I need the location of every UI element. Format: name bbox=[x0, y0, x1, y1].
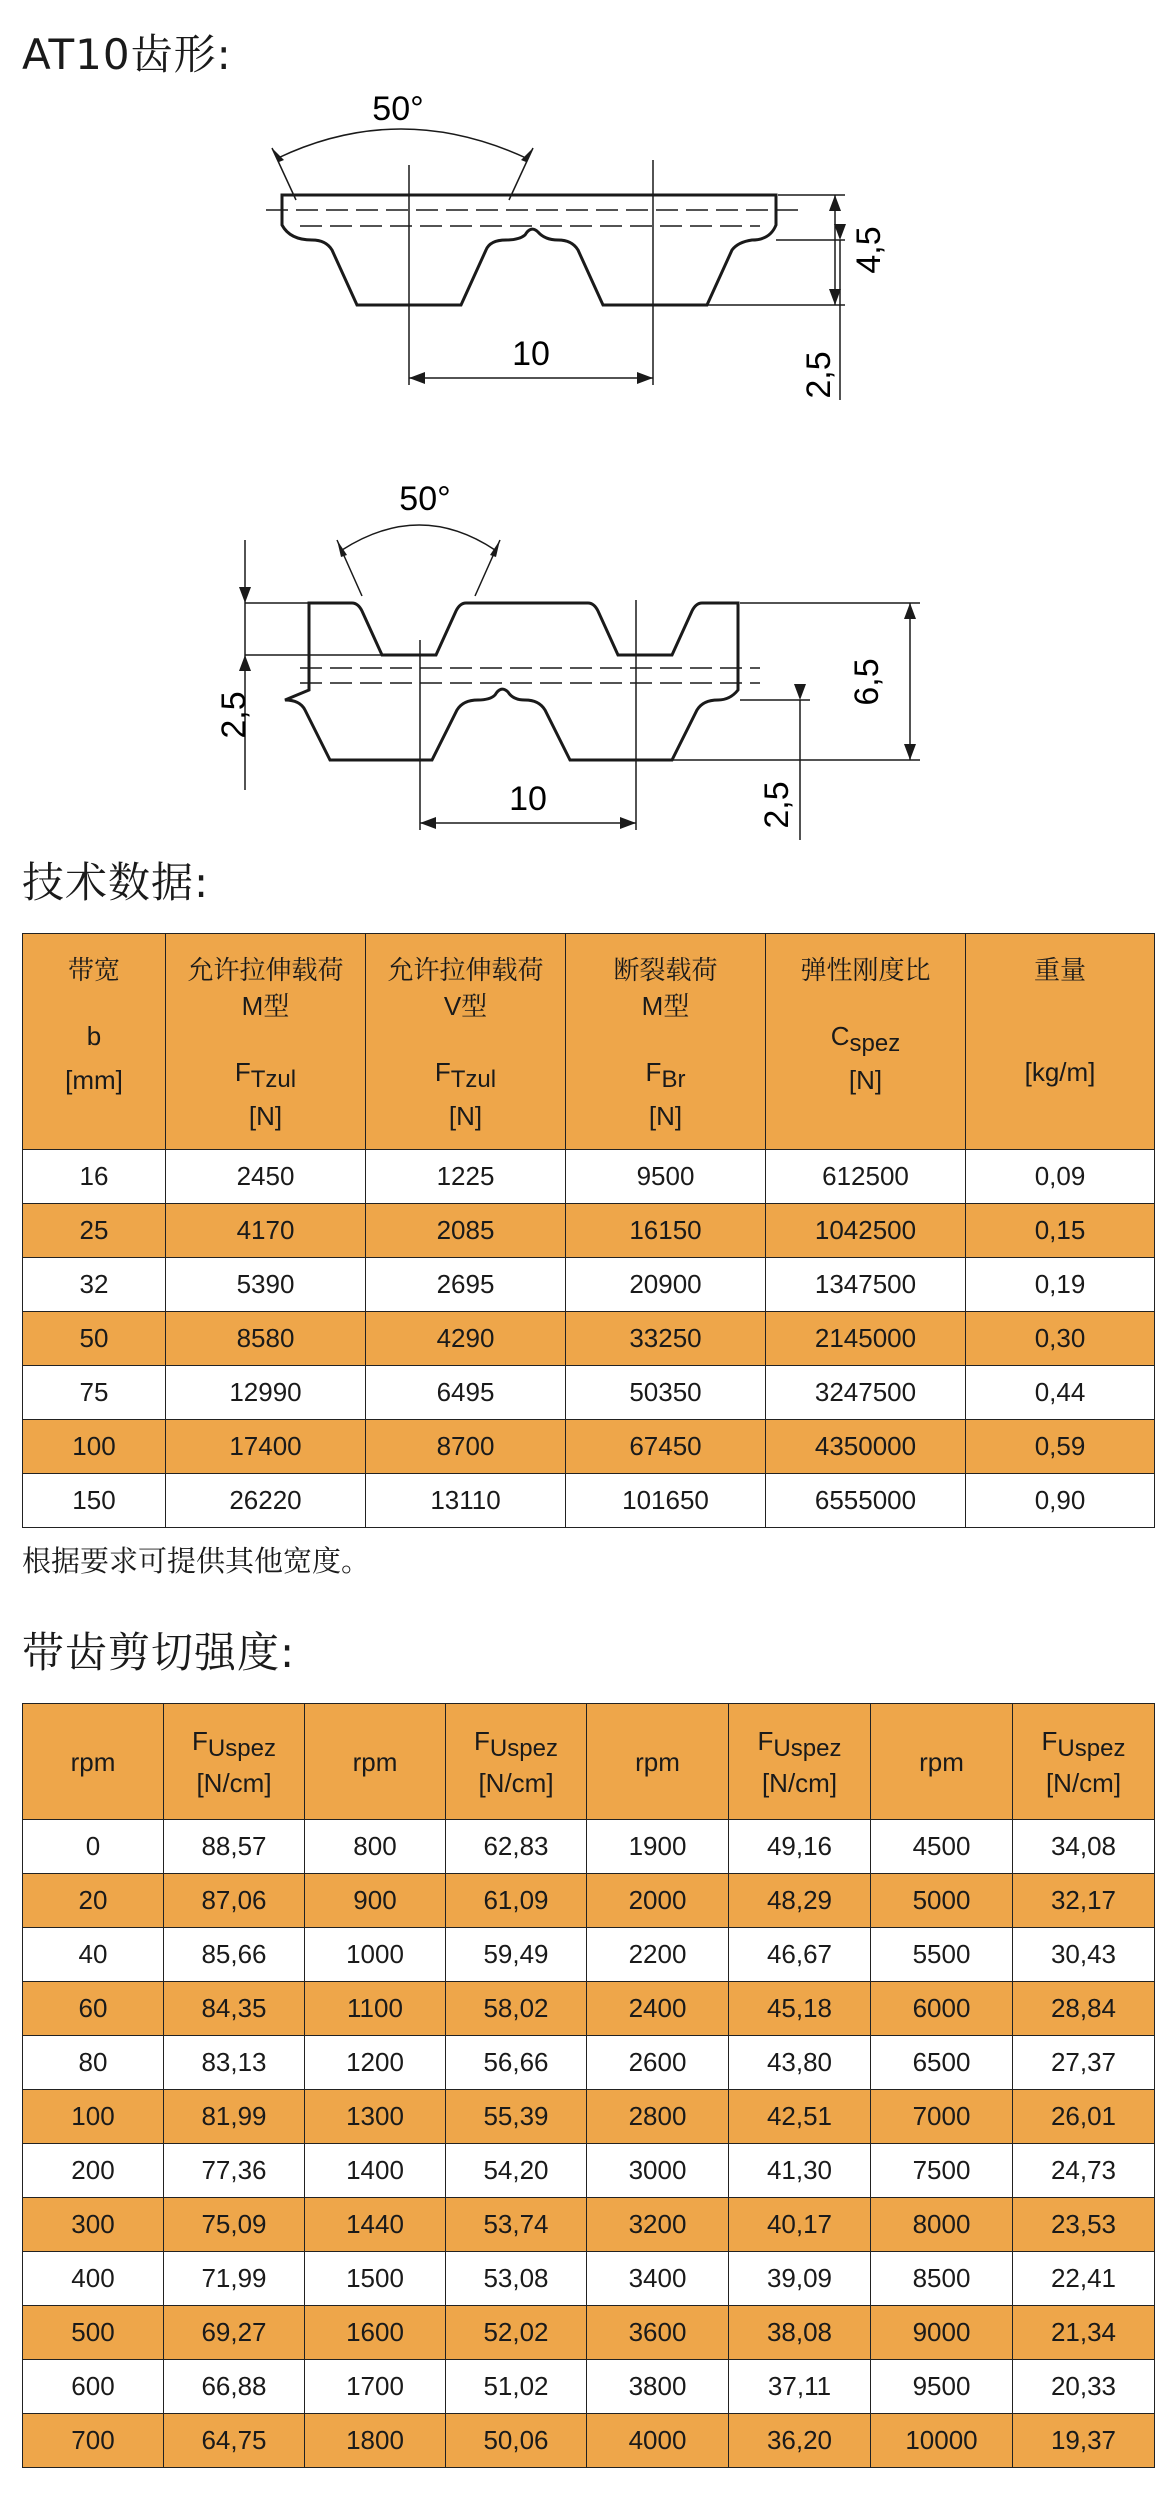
table-cell: 0 bbox=[23, 1820, 164, 1874]
table-cell: 33250 bbox=[566, 1312, 766, 1366]
table-cell: 25 bbox=[23, 1204, 166, 1258]
symbol-subscript: spez bbox=[849, 1030, 901, 1057]
symbol-main: F bbox=[234, 1057, 251, 1087]
table-cell: 88,57 bbox=[164, 1820, 305, 1874]
table-cell: 87,06 bbox=[164, 1874, 305, 1928]
table-cell: 150 bbox=[23, 1474, 166, 1528]
table-cell: 80 bbox=[23, 2036, 164, 2090]
table-cell: 67450 bbox=[566, 1420, 766, 1474]
header-symbol bbox=[566, 1054, 765, 1098]
table-cell: 2145000 bbox=[766, 1312, 966, 1366]
table-row bbox=[23, 2198, 1155, 2252]
table-cell: 36,20 bbox=[729, 2414, 871, 2468]
table-cell: 1600 bbox=[305, 2306, 446, 2360]
profile-title: AT10齿形: bbox=[22, 30, 232, 79]
tooth-height-label-top: 2,5 bbox=[800, 351, 838, 399]
table-cell: 6555000 bbox=[766, 1474, 966, 1528]
table-cell: 27,37 bbox=[1013, 2036, 1155, 2090]
header-unit: [kg/m] bbox=[1024, 1057, 1096, 1087]
shear-strength-title: 带齿剪切强度: bbox=[22, 1628, 296, 1677]
table-cell: 45,18 bbox=[729, 1982, 871, 2036]
table-cell: 2695 bbox=[366, 1258, 566, 1312]
table-cell: 50 bbox=[23, 1312, 166, 1366]
table-cell: 700 bbox=[23, 2414, 164, 2468]
table-cell: 0,15 bbox=[966, 1204, 1155, 1258]
table-cell: 48,29 bbox=[729, 1874, 871, 1928]
table-cell: 4000 bbox=[587, 2414, 729, 2468]
tech-header-row bbox=[23, 934, 1155, 1150]
header-symbol bbox=[166, 1054, 365, 1098]
table-row bbox=[23, 1474, 1155, 1528]
table-cell: 5000 bbox=[871, 1874, 1013, 1928]
header-label: 重量 bbox=[1033, 955, 1086, 985]
table-cell: 1347500 bbox=[766, 1258, 966, 1312]
shear-header-row bbox=[23, 1704, 1155, 1820]
force-symbol: F bbox=[192, 1725, 208, 1756]
table-cell: 5390 bbox=[166, 1258, 366, 1312]
header-label: 允许拉伸载荷 bbox=[187, 955, 344, 985]
table-cell: 34,08 bbox=[1013, 1820, 1155, 1874]
table-row bbox=[23, 1150, 1155, 1204]
header-label: 允许拉伸载荷 bbox=[387, 955, 544, 985]
table-cell: 500 bbox=[23, 2306, 164, 2360]
table-cell: 59,49 bbox=[446, 1928, 587, 1982]
table-cell: 83,13 bbox=[164, 2036, 305, 2090]
pitch-label-top: 10 bbox=[512, 335, 550, 373]
table-cell: 8000 bbox=[871, 2198, 1013, 2252]
table-row bbox=[23, 1312, 1155, 1366]
table-cell: 1225 bbox=[366, 1150, 566, 1204]
force-subscript: Uspez bbox=[489, 1734, 558, 1762]
table-cell: 612500 bbox=[766, 1150, 966, 1204]
table-cell: 50350 bbox=[566, 1366, 766, 1420]
table-cell: 2200 bbox=[587, 1928, 729, 1982]
table-cell: 6000 bbox=[871, 1982, 1013, 2036]
table-cell: 19,37 bbox=[1013, 2414, 1155, 2468]
table-cell: 16 bbox=[23, 1150, 166, 1204]
table-row bbox=[23, 2090, 1155, 2144]
table-row bbox=[23, 2144, 1155, 2198]
force-subscript: Uspez bbox=[1057, 1734, 1126, 1762]
table-cell: 1042500 bbox=[766, 1204, 966, 1258]
table-cell: 20,33 bbox=[1013, 2360, 1155, 2414]
table-cell: 4500 bbox=[871, 1820, 1013, 1874]
header-label: 弹性刚度比 bbox=[800, 955, 931, 985]
force-symbol: F bbox=[757, 1725, 774, 1756]
table-cell: 62,83 bbox=[446, 1820, 587, 1874]
table-cell: 30,43 bbox=[1013, 1928, 1155, 1982]
table-cell: 46,67 bbox=[729, 1928, 871, 1982]
table-cell: 77,36 bbox=[164, 2144, 305, 2198]
table-cell: 2085 bbox=[366, 1204, 566, 1258]
table-cell: 22,41 bbox=[1013, 2252, 1155, 2306]
table-cell: 4350000 bbox=[766, 1420, 966, 1474]
table-cell: 26,01 bbox=[1013, 2090, 1155, 2144]
table-row bbox=[23, 1420, 1155, 1474]
force-subscript: Uspez bbox=[207, 1734, 276, 1762]
table-row bbox=[23, 1820, 1155, 1874]
symbol-main: F bbox=[645, 1057, 662, 1087]
table-cell: 3200 bbox=[587, 2198, 729, 2252]
table-cell: 0,09 bbox=[966, 1150, 1155, 1204]
header-symbol bbox=[766, 1018, 965, 1062]
force-header bbox=[729, 1704, 871, 1820]
table-cell: 61,09 bbox=[446, 1874, 587, 1928]
table-cell: 101650 bbox=[566, 1474, 766, 1528]
tech-note: 根据要求可提供其他宽度。 bbox=[22, 1544, 371, 1578]
tech-data-title: 技术数据: bbox=[22, 858, 210, 907]
tech-header-cell bbox=[166, 934, 366, 1150]
table-cell: 1000 bbox=[305, 1928, 446, 1982]
header-symbol bbox=[23, 1018, 165, 1062]
header-unit: [N] bbox=[248, 1101, 283, 1131]
table-cell: 1800 bbox=[305, 2414, 446, 2468]
table-cell: 5500 bbox=[871, 1928, 1013, 1982]
table-cell: 600 bbox=[23, 2360, 164, 2414]
table-cell: 40 bbox=[23, 1928, 164, 1982]
table-cell: 54,20 bbox=[446, 2144, 587, 2198]
symbol-main: F bbox=[434, 1057, 451, 1087]
table-cell: 1900 bbox=[587, 1820, 729, 1874]
table-row bbox=[23, 1258, 1155, 1312]
table-cell: 3600 bbox=[587, 2306, 729, 2360]
table-row bbox=[23, 2036, 1155, 2090]
table-cell: 2450 bbox=[166, 1150, 366, 1204]
header-unit: [N] bbox=[848, 1065, 883, 1095]
table-cell: 75,09 bbox=[164, 2198, 305, 2252]
table-cell: 8500 bbox=[871, 2252, 1013, 2306]
table-cell: 39,09 bbox=[729, 2252, 871, 2306]
table-cell: 58,02 bbox=[446, 1982, 587, 2036]
table-cell: 400 bbox=[23, 2252, 164, 2306]
tooth-height-label-right: 2,5 bbox=[758, 781, 796, 829]
table-cell: 2600 bbox=[587, 2036, 729, 2090]
header-type: V型 bbox=[443, 991, 488, 1021]
table-row bbox=[23, 2414, 1155, 2468]
force-unit: [N/cm] bbox=[1045, 1767, 1122, 1798]
table-cell: 900 bbox=[305, 1874, 446, 1928]
header-unit: [mm] bbox=[65, 1065, 123, 1095]
table-cell: 4170 bbox=[166, 1204, 366, 1258]
force-subscript: Uspez bbox=[773, 1734, 842, 1762]
total-height-label-top: 4,5 bbox=[850, 226, 888, 274]
force-unit: [N/cm] bbox=[478, 1767, 554, 1798]
table-row bbox=[23, 2306, 1155, 2360]
table-cell: 41,30 bbox=[729, 2144, 871, 2198]
symbol-subscript: Tzul bbox=[250, 1066, 297, 1093]
header-unit: [N] bbox=[448, 1101, 483, 1131]
force-unit: [N/cm] bbox=[196, 1767, 272, 1798]
tech-header-cell bbox=[766, 934, 966, 1150]
header-symbol bbox=[966, 1018, 1154, 1054]
table-cell: 0,19 bbox=[966, 1258, 1155, 1312]
table-cell: 8700 bbox=[366, 1420, 566, 1474]
tech-header-cell bbox=[23, 934, 166, 1150]
header-type: M型 bbox=[241, 991, 290, 1021]
tech-data-table bbox=[22, 933, 1155, 1528]
table-cell: 9500 bbox=[566, 1150, 766, 1204]
table-cell: 200 bbox=[23, 2144, 164, 2198]
symbol-subscript: Tzul bbox=[450, 1066, 497, 1093]
tech-header-cell bbox=[966, 934, 1155, 1150]
table-cell: 42,51 bbox=[729, 2090, 871, 2144]
table-cell: 20 bbox=[23, 1874, 164, 1928]
rpm-header: rpm bbox=[871, 1704, 1013, 1820]
tech-header-cell bbox=[566, 934, 766, 1150]
profile-diagram-top bbox=[0, 80, 1176, 420]
force-symbol: F bbox=[1041, 1725, 1058, 1756]
table-cell: 66,88 bbox=[164, 2360, 305, 2414]
table-cell: 32,17 bbox=[1013, 1874, 1155, 1928]
table-cell: 3000 bbox=[587, 2144, 729, 2198]
table-cell: 2400 bbox=[587, 1982, 729, 2036]
table-cell: 0,44 bbox=[966, 1366, 1155, 1420]
force-header bbox=[446, 1704, 587, 1820]
table-cell: 64,75 bbox=[164, 2414, 305, 2468]
table-cell: 28,84 bbox=[1013, 1982, 1155, 2036]
table-row bbox=[23, 1204, 1155, 1258]
table-cell: 26220 bbox=[166, 1474, 366, 1528]
table-cell: 1700 bbox=[305, 2360, 446, 2414]
table-cell: 4290 bbox=[366, 1312, 566, 1366]
table-cell: 0,59 bbox=[966, 1420, 1155, 1474]
table-cell: 37,11 bbox=[729, 2360, 871, 2414]
table-cell: 3247500 bbox=[766, 1366, 966, 1420]
table-cell: 50,06 bbox=[446, 2414, 587, 2468]
table-cell: 1200 bbox=[305, 2036, 446, 2090]
header-label: 带宽 bbox=[67, 955, 120, 985]
table-cell: 12990 bbox=[166, 1366, 366, 1420]
table-cell: 2800 bbox=[587, 2090, 729, 2144]
table-cell: 81,99 bbox=[164, 2090, 305, 2144]
table-row bbox=[23, 2360, 1155, 2414]
table-cell: 8580 bbox=[166, 1312, 366, 1366]
table-cell: 21,34 bbox=[1013, 2306, 1155, 2360]
table-cell: 9500 bbox=[871, 2360, 1013, 2414]
table-cell: 7500 bbox=[871, 2144, 1013, 2198]
force-header bbox=[1013, 1704, 1155, 1820]
table-cell: 53,08 bbox=[446, 2252, 587, 2306]
table-cell: 9000 bbox=[871, 2306, 1013, 2360]
table-cell: 3800 bbox=[587, 2360, 729, 2414]
table-cell: 84,35 bbox=[164, 1982, 305, 2036]
table-cell: 69,27 bbox=[164, 2306, 305, 2360]
table-cell: 6495 bbox=[366, 1366, 566, 1420]
table-cell: 56,66 bbox=[446, 2036, 587, 2090]
table-cell: 24,73 bbox=[1013, 2144, 1155, 2198]
table-cell: 52,02 bbox=[446, 2306, 587, 2360]
table-row bbox=[23, 1874, 1155, 1928]
header-type: M型 bbox=[641, 991, 690, 1021]
table-cell: 49,16 bbox=[729, 1820, 871, 1874]
shear-strength-table bbox=[22, 1703, 1155, 2468]
table-cell: 3400 bbox=[587, 2252, 729, 2306]
table-cell: 55,39 bbox=[446, 2090, 587, 2144]
table-cell: 800 bbox=[305, 1820, 446, 1874]
pitch-label-bottom: 10 bbox=[509, 780, 547, 818]
belt-outline-bottom bbox=[285, 603, 738, 760]
table-row bbox=[23, 1982, 1155, 2036]
table-cell: 7000 bbox=[871, 2090, 1013, 2144]
table-cell: 1500 bbox=[305, 2252, 446, 2306]
header-unit: [N] bbox=[648, 1101, 683, 1131]
rpm-header: rpm bbox=[587, 1704, 729, 1820]
symbol-main: b bbox=[86, 1021, 102, 1051]
table-cell: 20900 bbox=[566, 1258, 766, 1312]
table-cell: 300 bbox=[23, 2198, 164, 2252]
table-cell: 60 bbox=[23, 1982, 164, 2036]
table-cell: 75 bbox=[23, 1366, 166, 1420]
force-header bbox=[164, 1704, 305, 1820]
header-symbol bbox=[366, 1054, 565, 1098]
table-cell: 1440 bbox=[305, 2198, 446, 2252]
table-cell: 2000 bbox=[587, 1874, 729, 1928]
table-row bbox=[23, 1366, 1155, 1420]
rpm-header: rpm bbox=[305, 1704, 446, 1820]
table-cell: 85,66 bbox=[164, 1928, 305, 1982]
force-symbol: F bbox=[474, 1725, 490, 1756]
total-height-label-bottom: 6,5 bbox=[848, 658, 886, 706]
header-label: 断裂载荷 bbox=[613, 955, 718, 985]
table-cell: 10000 bbox=[871, 2414, 1013, 2468]
table-cell: 1100 bbox=[305, 1982, 446, 2036]
table-cell: 1400 bbox=[305, 2144, 446, 2198]
table-row bbox=[23, 1928, 1155, 1982]
table-cell: 100 bbox=[23, 2090, 164, 2144]
table-cell: 40,17 bbox=[729, 2198, 871, 2252]
table-cell: 17400 bbox=[166, 1420, 366, 1474]
symbol-main: C bbox=[830, 1021, 850, 1051]
table-cell: 16150 bbox=[566, 1204, 766, 1258]
table-cell: 100 bbox=[23, 1420, 166, 1474]
table-cell: 13110 bbox=[366, 1474, 566, 1528]
table-cell: 51,02 bbox=[446, 2360, 587, 2414]
table-cell: 6500 bbox=[871, 2036, 1013, 2090]
table-cell: 0,30 bbox=[966, 1312, 1155, 1366]
table-cell: 53,74 bbox=[446, 2198, 587, 2252]
angle-label-bottom: 50° bbox=[399, 480, 451, 518]
profile-diagram-bottom bbox=[0, 460, 1176, 850]
rpm-header: rpm bbox=[23, 1704, 164, 1820]
tech-header-cell bbox=[366, 934, 566, 1150]
table-cell: 1300 bbox=[305, 2090, 446, 2144]
table-cell: 43,80 bbox=[729, 2036, 871, 2090]
angle-label-top: 50° bbox=[372, 90, 424, 128]
table-cell: 0,90 bbox=[966, 1474, 1155, 1528]
table-row bbox=[23, 2252, 1155, 2306]
tooth-height-label-left: 2,5 bbox=[215, 691, 253, 739]
table-cell: 32 bbox=[23, 1258, 166, 1312]
belt-outline-top bbox=[282, 195, 776, 305]
table-cell: 71,99 bbox=[164, 2252, 305, 2306]
table-cell: 23,53 bbox=[1013, 2198, 1155, 2252]
table-cell: 38,08 bbox=[729, 2306, 871, 2360]
force-unit: [N/cm] bbox=[761, 1767, 838, 1798]
symbol-subscript: Br bbox=[661, 1066, 686, 1093]
